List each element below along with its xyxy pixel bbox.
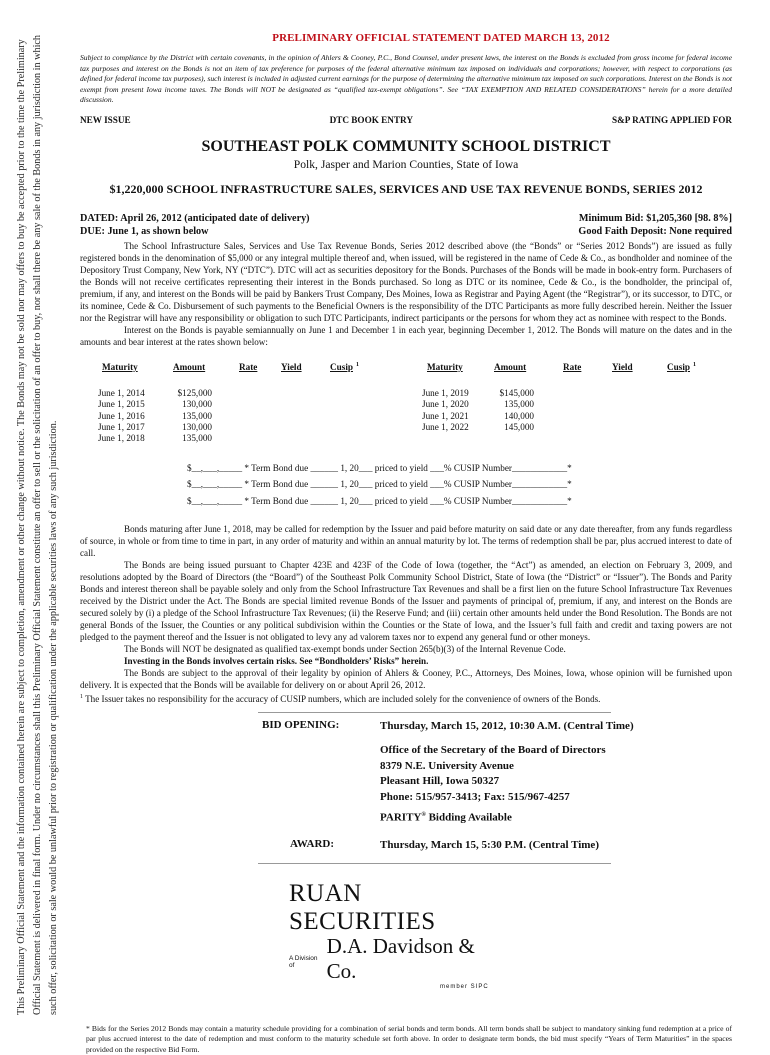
registered-mark: ® xyxy=(421,812,426,818)
cusip-footnote xyxy=(80,691,732,705)
district-name: SOUTHEAST POLK COMMUNITY SCHOOL DISTRICT xyxy=(201,137,611,155)
cusip-label: Cusip xyxy=(330,362,353,373)
maturity-date: June 1, 2017 xyxy=(98,421,145,432)
dtc-label: DTC BOOK ENTRY xyxy=(329,114,413,125)
page-title: PRELIMINARY OFFICIAL STATEMENT DATED MARCH 13, 2012 xyxy=(272,32,610,44)
maturity-date: June 1, 2015 xyxy=(98,399,145,410)
maturity-amount: $145,000 xyxy=(499,387,534,398)
cusip-footnote-mark: 1 xyxy=(692,361,696,368)
redemption-paragraph: Bonds maturing after June 1, 2018, may be called for redemption by the Issuer and paid before maturity on said date or any date thereafter, from any funds regardless of source, in whole or from time to time in part, in any order of maturity and within an annual maturity by lot. The terms of redemption shall be par, plus accrued interest to date of call. xyxy=(80,524,732,559)
maturity-date: June 1, 2018 xyxy=(98,433,145,444)
logo-davidson-text: D.A. Davidson & Co. xyxy=(326,933,475,983)
maturity-amount: 130,000 xyxy=(182,399,212,410)
due-line: DUE: June 1, as shown below xyxy=(80,225,209,237)
maturity-amount: 135,000 xyxy=(182,433,212,444)
maturity-date: June 1, 2020 xyxy=(422,399,469,410)
maturity-date: June 1, 2019 xyxy=(422,387,469,398)
term-bond-line: $__,___,_____ * Term Bond due ______ 1, 20___ priced to yield ___% CUSIP Number____________* xyxy=(187,462,572,473)
divider xyxy=(258,712,611,713)
term-bond-line: $__,___,_____ * Term Bond due ______ 1, 20___ priced to yield ___% CUSIP Number____________* xyxy=(187,479,572,490)
maturity-amount: 135,000 xyxy=(504,399,534,410)
intro-paragraph: The School Infrastructure Sales, Services and Use Tax Revenue Bonds, Series 2012 described above (the “Bonds” or “Series 2012 Bonds”) are issued as fully registered bonds in the denomination of $5,000 or any integral multiple thereof and, when issued, will be registered in the name of Cede & Co., as bondholder and nominee of the Depository Trust Company, New York, NY (“DTC”). DTC will act as securities depository for the Bonds. Purchases of the Bonds will be made in book-entry form. Purchasers of the Bonds will not receive certificates representing their interest in the Bonds purchased. So long as DTC or its nominee, Cede & Co., is the bondholder, the principal of, premium, if any, and interest on the Bonds will be paid by Bankers Trust Company, Des Moines, Iowa as Registrar and Paying Agent (the “Registrar”), or its successor, to DTC, or its nominee, Cede & Co. Disbursement of such payments to the Beneficial Owners is the responsibility of the DTC Participants as more fully described herein. Neither the Issuer nor the Registrar will have any responsibility or obligation to such DTC Participants, indirect participants or the persons for whom they act as nominee with respect to the Bonds. xyxy=(80,240,732,323)
risks-paragraph: Investing in the Bonds involves certain risks. See “Bondholders’ Risks” herein. xyxy=(124,656,429,667)
footnote-text: The Issuer takes no responsibility for the accuracy of CUSIP numbers, which are included solely for the convenience of owners of the Bonds. xyxy=(83,694,601,705)
header-maturity-right: Maturity xyxy=(427,361,463,372)
right-amounts-column xyxy=(494,388,534,433)
phone-fax: Phone: 515/957-3413; Fax: 515/967-4257 xyxy=(380,790,570,803)
divider xyxy=(258,863,611,864)
bid-opening-label: BID OPENING: xyxy=(262,718,340,731)
term-bond-line: $__,___,_____ * Term Bond due ______ 1, 20___ priced to yield ___% CUSIP Number____________* xyxy=(187,495,572,506)
maturity-date: June 1, 2014 xyxy=(98,387,145,398)
logo-member-text: member SIPC xyxy=(440,983,489,990)
logo-division-text: A Division of xyxy=(289,954,318,969)
interest-paragraph: Interest on the Bonds is payable semiannually on June 1 and December 1 in each year, beginning December 1, 2012. The Bonds will mature on the dates and in the amounts and bear interest at the rates shown below: xyxy=(80,324,732,347)
header-amount-right: Amount xyxy=(494,361,527,372)
maturity-date: June 1, 2016 xyxy=(98,410,145,421)
dated-row xyxy=(80,212,732,238)
maturity-date: June 1, 2022 xyxy=(422,421,469,432)
header-rate-right: Rate xyxy=(563,361,582,372)
ruan-securities-logo xyxy=(289,880,499,990)
sidebar-line-2: Official Statement is delivered in final form. Under no circumstances shall this Preliminary Official Statement constitute an offer to sell or the solicitation of an offer to buy, nor shall there be any sale of the Bonds in any jurisdiction in which xyxy=(32,34,43,1015)
header-cusip-left xyxy=(330,362,359,372)
bond-title: $1,220,000 SCHOOL INFRASTRUCTURE SALES, SERVICES AND USE TAX REVENUE BONDS, SERIES 2012 xyxy=(109,181,703,196)
legal-opinion-paragraph: The Bonds are subject to the approval of their legality by opinion of Ahlers & Cooney, P.C., Attorneys, Des Moines, Iowa, whose opinion will be furnished upon delivery. It is expected that the Bonds will be available for delivery on or about April 26, 2012. xyxy=(80,668,732,691)
maturity-amount: $125,000 xyxy=(177,387,212,398)
award-date: Thursday, March 15, 5:30 P.M. (Central Time) xyxy=(380,839,599,852)
right-dates-column xyxy=(422,388,469,433)
header-rate-left: Rate xyxy=(239,361,258,372)
logo-top-text: RUAN SECURITIES xyxy=(289,879,436,935)
sidebar-line-1: This Preliminary Official Statement and the information contained herein are subject to completion, amendment or other change without notice. The Bonds may not be sold nor may offers to buy be accepted prior to the time the Preliminary xyxy=(16,39,27,1015)
header-maturity-left: Maturity xyxy=(102,361,138,372)
maturity-table xyxy=(80,362,732,460)
tax-exempt-paragraph: The Bonds will NOT be designated as qualified tax-exempt bonds under Section 265(b)(3) of the Internal Revenue Code. xyxy=(124,644,566,655)
left-amounts-column xyxy=(172,388,212,444)
maturity-amount: 130,000 xyxy=(182,421,212,432)
counties-line: Polk, Jasper and Marion Counties, State of Iowa xyxy=(293,157,519,171)
address-line-1: 8379 N.E. University Avenue xyxy=(380,759,514,772)
maturity-date: June 1, 2021 xyxy=(422,410,469,421)
good-faith-deposit: Good Faith Deposit: None required xyxy=(578,225,732,237)
dated-line: DATED: April 26, 2012 (anticipated date of delivery) xyxy=(80,212,310,224)
award-section xyxy=(80,838,732,854)
bid-opening-section xyxy=(80,719,732,827)
authority-paragraph: The Bonds are being issued pursuant to Chapter 423E and 423F of the Code of Iowa (together, the “Act”) as amended, an election on February 3, 2009, and resolutions adopted by the Board of Directors (the “Board”) of the Southeast Polk Community School District, State of Iowa (the “District” or “Issuer”). The Bonds and Parity Bonds and interest thereon shall be payable solely and only from the School Infrastructure Tax Revenues and shall be a first lien on the future School Infrastructure Tax Revenues received by the District under the Act. The Bonds are special limited revenue Bonds of the Issuer and payments of principal of, premium, if any, and interest on the Bonds are secured solely by (i) a pledge of the School Infrastructure Tax Revenues; (ii) the Reserve Fund; and (iii) certain other amounts held under the Bond Resolution. The Bonds are not general Bonds of the Issuer, the Counties or any political subdivision within the Counties or the State of Iowa, and the Issuer’s full faith and credit and taxing powers are not pledged to the payment thereof and the Issuer is not obligated to levy any ad valorem taxes nor to expend any general fund or other moneys. xyxy=(80,560,732,643)
term-bond-lines xyxy=(80,460,732,510)
header-cusip-right xyxy=(667,362,696,372)
tax-subject-paragraph: Subject to compliance by the District with certain covenants, in the opinion of Ahlers & Cooney, P.C., Bond Counsel, under present laws, the interest on the Bonds is excluded from gross income for federal income tax purposes and interest on the Bonds is not an item of tax preference for purposes of the federal alternative minimum tax imposed on individuals and corporations; however, with respect to corporations (as defined for federal income tax purposes), such interest is included in adjusted current earnings for the purpose of determining the alternative minimum tax imposed on such corporations. Interest on the Bonds is not exempt from present Iowa income taxes. The Bonds will NOT be designated as “qualified tax-exempt obligations”. See “TAX EXEMPTION AND RELATED CONSIDERATIONS” herein for a more detailed discussion. xyxy=(80,53,732,105)
header-yield-right: Yield xyxy=(612,361,633,372)
office-line: Office of the Secretary of the Board of Directors xyxy=(380,744,606,756)
maturity-amount: 140,000 xyxy=(504,410,534,421)
parity-line xyxy=(380,808,732,826)
new-issue-label: NEW ISSUE xyxy=(80,114,131,125)
cusip-footnote-mark: 1 xyxy=(355,361,359,368)
rating-label: S&P RATING APPLIED FOR xyxy=(611,114,732,125)
parity-label: PARITY xyxy=(380,811,422,824)
parity-rest: Bidding Available xyxy=(425,811,512,824)
bid-opening-date: Thursday, March 15, 2012, 10:30 A.M. (Central Time) xyxy=(380,719,634,732)
header-yield-left: Yield xyxy=(281,361,302,372)
cusip-label: Cusip xyxy=(667,362,690,373)
document-body xyxy=(80,32,732,1055)
left-dates-column xyxy=(98,388,145,444)
maturity-amount: 135,000 xyxy=(182,410,212,421)
footnote-mark: 1 xyxy=(80,694,83,701)
address-line-2: Pleasant Hill, Iowa 50327 xyxy=(380,775,500,787)
award-label: AWARD: xyxy=(290,838,334,851)
sidebar-line-3: such offer, solicitation or sale would be unlawful prior to registration or qualification under the applicable securities laws of any such jurisdiction. xyxy=(48,420,59,1015)
minimum-bid: Minimum Bid: $1,205,360 [98. 8%] xyxy=(578,212,732,224)
header-amount-left: Amount xyxy=(173,361,206,372)
maturity-amount: 145,000 xyxy=(504,421,534,432)
term-bond-footnote: * Bids for the Series 2012 Bonds may contain a maturity schedule providing for a combination of serial bonds and term bonds. All term bonds shall be subject to mandatory sinking fund redemption at a price of par plus accrued interest to the date of redemption and must conform to the maturity schedule set forth above. In order to designate term bonds, the bid must specify “Years of Term Maturities” in the spaces provided on the respective Bid Form. xyxy=(86,1023,732,1054)
issue-header-row xyxy=(80,115,732,125)
